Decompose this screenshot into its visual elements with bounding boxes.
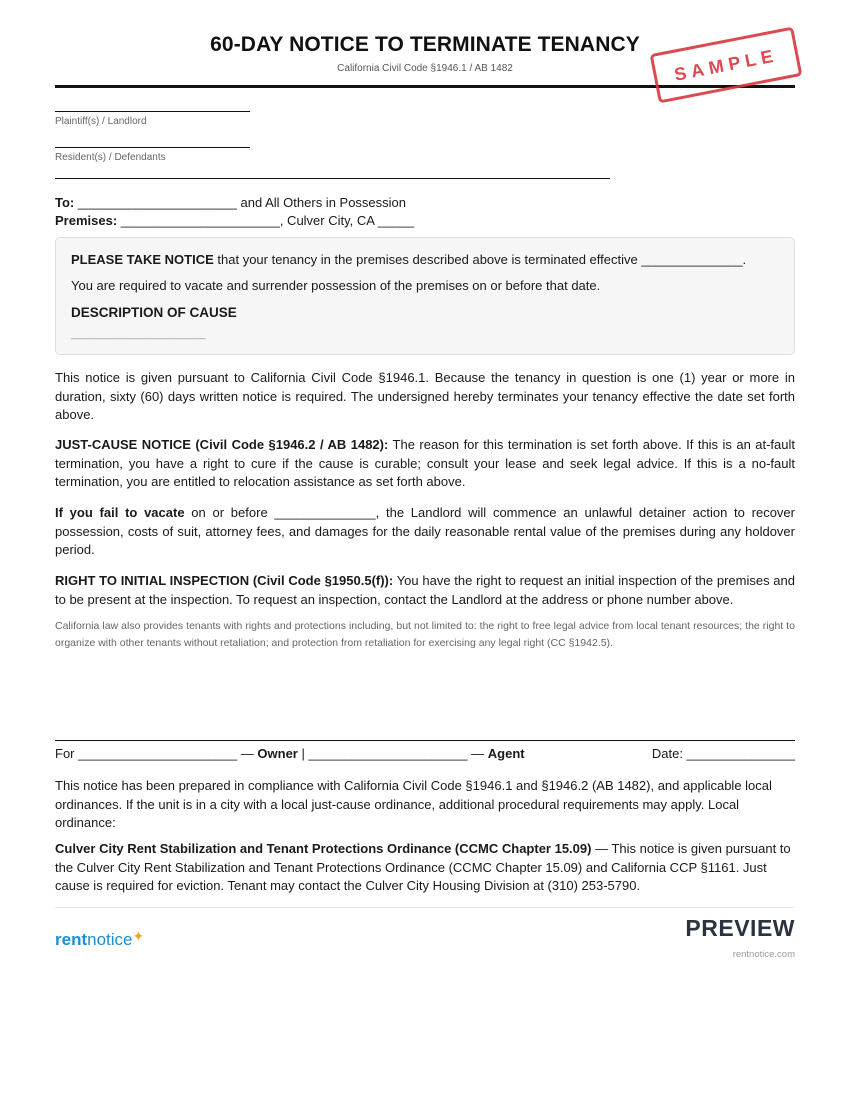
inspection-heading: RIGHT TO INITIAL INSPECTION (Civil Code §1950.5(f)):: [55, 573, 394, 588]
pursuant-paragraph: This notice is given pursuant to California Civil Code §1946.1. Because the tenancy in question is one (1) year or more in duration, sixty (60) days written notice is required. The undersigned hereby terminates your tenancy effective the date set forth above.: [55, 370, 795, 422]
compliance-paragraph: This notice has been prepared in compliance with California Civil Code §1946.1 and §1946.2 (AB 1482), and applicable local ordinances. If the unit is in a city with a local just-cause ordinance, additional procedural requirements may apply. Local ordinance:: [55, 778, 772, 830]
date-field: Date: _______________: [651, 746, 795, 761]
notice-box: [55, 237, 795, 355]
inspection-paragraph: [55, 572, 795, 609]
cause-blank: ______________________: [71, 328, 206, 340]
signature-separator: | ______________________ —: [297, 746, 488, 761]
local-ordinance-paragraph: [55, 840, 795, 896]
to-label: To:: [55, 195, 75, 210]
document-title: 60-DAY NOTICE TO TERMINATE TENANCY: [210, 33, 640, 56]
agent-label: Agent: [487, 746, 525, 761]
resident-signature-line: [55, 147, 250, 148]
take-notice-bold: PLEASE TAKE NOTICE: [71, 252, 214, 267]
fail-to-vacate-text: on or before ______________, the Landlord will commence an unlawful detainer action to recover possession, costs of suit, attorney fees, and damages for the daily reasonable rental value of the premises during any holdover period.: [55, 505, 795, 557]
owner-label: Owner: [257, 746, 298, 761]
site-url: rentnotice.com: [732, 949, 795, 960]
vacate-line: You are required to vacate and surrender possession of the premises on or before that date.: [71, 278, 601, 293]
tenant-rights-paragraph: California law also provides tenants with rights and protections including, but not limited to: the right to free legal advice from local tenant resources; the right to organize with other tenants without retaliation; and protection from retaliation for exercising any legal right (CC §1942.5).: [55, 620, 795, 649]
just-cause-text: The reason for this termination is set forth above. If this is an at-fault termination, you have a right to cure if the cause is curable; consult your lease and seek legal advice. If this is a no-fault termination, you are entitled to relocation assistance as set forth above.: [55, 437, 795, 489]
footer-divider: [55, 907, 795, 908]
ordinance-text: — This notice is given pursuant to the Culver City Rent Stabilization and Tenant Protections Ordinance (CCMC Chapter 15.09) and California CCP §1161. Just cause is required for eviction. Tenant may contact the Culver City Housing Division at (310) 253-5790.: [55, 841, 791, 893]
fail-to-vacate-heading: If you fail to vacate: [55, 505, 185, 520]
logo-rent: rent: [55, 930, 88, 949]
premises-label: Premises:: [55, 213, 118, 228]
document-subtitle: California Civil Code §1946.1 / AB 1482: [337, 63, 513, 74]
just-cause-heading: JUST-CAUSE NOTICE (Civil Code §1946.2 / AB 1482):: [55, 437, 389, 452]
for-text: For ______________________ —: [55, 746, 258, 761]
landlord-signature-line: [55, 111, 250, 112]
take-notice-rest: that your tenancy in the premises described above is terminated effective ______________.: [213, 252, 747, 267]
just-cause-paragraph: [55, 436, 795, 492]
landlord-label: Plaintiff(s) / Landlord: [55, 116, 147, 127]
sample-stamp: SAMPLE: [650, 27, 803, 104]
sparkle-icon: ✦: [132, 928, 145, 944]
premises-line: [55, 213, 414, 228]
fail-to-vacate-paragraph: [55, 504, 795, 560]
signature-divider: [55, 740, 795, 741]
logo-notice: notice: [87, 930, 133, 949]
take-notice-line: [71, 252, 746, 267]
ordinance-name: Culver City Rent Stabilization and Tenant Protections Ordinance (CCMC Chapter 15.09): [55, 841, 592, 856]
caption-divider: [55, 178, 610, 179]
to-line: [55, 195, 406, 210]
to-text: ______________________ and All Others in Possession: [74, 195, 407, 210]
resident-label: Resident(s) / Defendants: [55, 152, 166, 163]
signature-row: [55, 746, 795, 761]
inspection-text: You have the right to request an initial inspection of the premises and to be present at the inspection. To request an inspection, contact the Landlord at the address or phone number above.: [55, 573, 796, 607]
premises-text: ______________________, Culver City, CA _____: [117, 213, 414, 228]
preview-label: PREVIEW: [685, 915, 795, 941]
rentnotice-logo: [55, 928, 144, 950]
cause-heading: DESCRIPTION OF CAUSE: [71, 305, 237, 320]
